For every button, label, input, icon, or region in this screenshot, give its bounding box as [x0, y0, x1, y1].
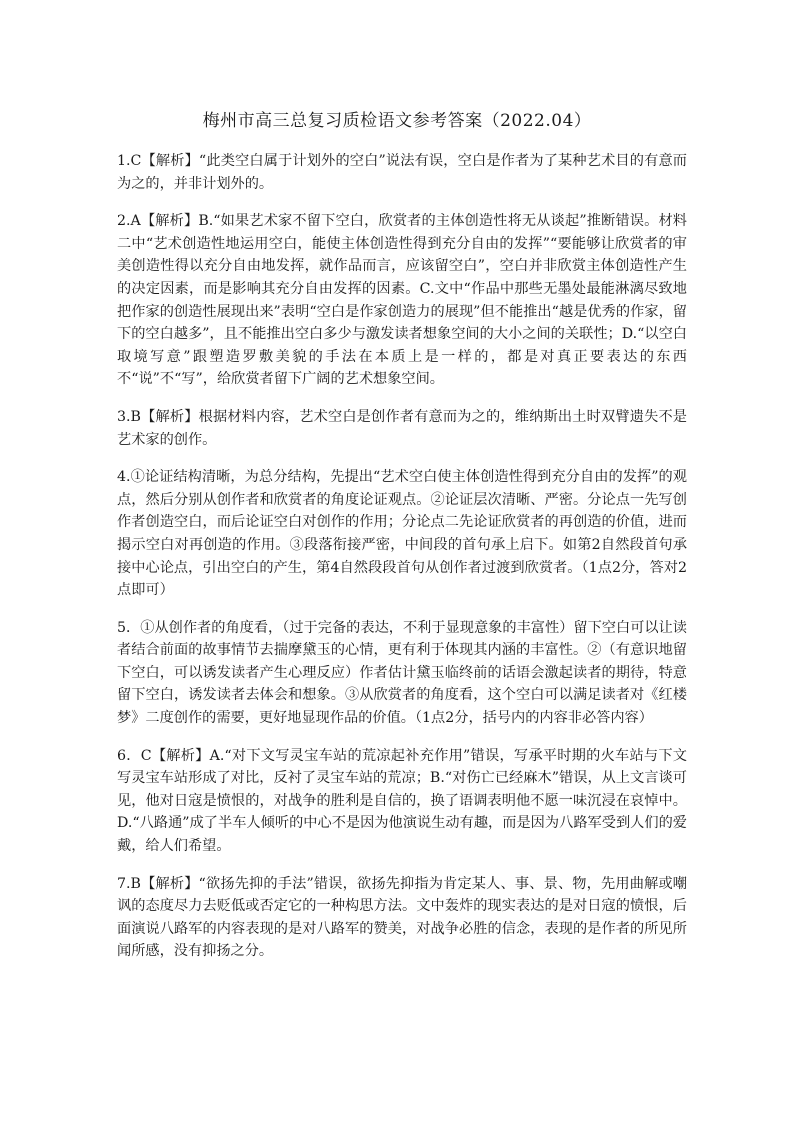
answer-item-7: 7.B【解析】“欲扬先抑的手法”错误，欲扬先抑指为肯定某人、事、景、物，先用曲解或嘲讽的态度尽力去贬低或否定它的一种构思方法。文中轰炸的现实表达的是对日寇的愤恨，后面演说八路军的内容表现的是对八路军的赞美，对战争必胜的信念，表现的是作者的所见所闻所感，没有抑扬之分。 — [117, 875, 687, 960]
answer-item-2: 2.A【解析】B.“如果艺术家不留下空白，欣赏者的主体创造性将无从谈起”推断错误。材料二中“艺术创造性地运用空白，能使主体创造性得到充分自由的发挥”“要能够让欣赏者的审美创造性得以充分自由地发挥，就作品而言，应该留空白”，空白并非欣赏主体创造性产生的决定因素，而是影响其充分自由发挥的因素。C.文中“作品中那些无墨处最能淋漓尽致地把作家的创造性展现出来”表明“空白是作家创造力的展现”但不能推出“越是优秀的作家，留下的空白越多”，且不能推出空白多少与激发读者想象空间的大小之间的关联性；D.“以空白取境写意”跟塑造罗敷美貌的手法在本质上是一样的，都是对真正要表达的东西不“说”不“写”，给欣赏者留下广阔的艺术想象空间。 — [117, 213, 687, 388]
answer-list — [117, 150, 687, 978]
page-title: 梅州市高三总复习质检语文参考答案（2022.04） — [202, 111, 592, 131]
answer-item-4: 4.①论证结构清晰，为总分结构，先提出“艺术空白使主体创造性得到充分自由的发挥”的观点，然后分别从创作者和欣赏者的角度论证观点。②论证层次清晰、严密。分论点一先写创作者创造空白，而后论证空白对创作的作用；分论点二先论证欣赏者的再创造的价值，进而揭示空白对再创造的作用。③段落衔接严密，中间段的首句承上启下。如第2自然段首句承接中心论点，引出空白的产生，第4自然段段首句从创作者过渡到欣赏者。（1点2分，答对2点即可） — [117, 469, 687, 599]
answer-item-6: 6．C【解析】A.“对下文写灵宝车站的荒凉起补充作用”错误，写承平时期的火车站与下文写灵宝车站形成了对比，反衬了灵宝车站的荒凉；B.“对伤亡已经麻木”错误，从上文言谈可见，他对日寇是愤恨的，对战争的胜利是自信的，换了语调表明他不愿一味沉浸在哀悼中。D.“八路通”成了半车人倾听的中心不是因为他演说生动有趣，而是因为八路军受到人们的爱戴，给人们希望。 — [117, 747, 687, 855]
answer-item-3: 3.B【解析】根据材料内容，艺术空白是创作者有意而为之的，维纳斯出土时双臂遗失不是艺术家的创作。 — [117, 408, 687, 448]
answer-item-1: 1.C【解析】“此类空白属于计划外的空白”说法有误，空白是作者为了某种艺术目的有意而为之的，并非计划外的。 — [117, 153, 687, 192]
answer-item-5: 5．①从创作者的角度看，（过于完备的表达，不利于显现意象的丰富性）留下空白可以让读者结合前面的故事情节去揣摩黛玉的心情，更有利于体现其内涵的丰富性。②（有意识地留下空白，可以诱发读者产生心理反应）作者估计黛玉临终前的话语会激起读者的期待，特意留下空白，诱发读者去体会和想象。③从欣赏者的角度看，这个空白可以满足读者对《红楼梦》二度创作的需要，更好地显现作品的价值。（1点2分，括号内的内容非必答内容） — [117, 619, 687, 727]
